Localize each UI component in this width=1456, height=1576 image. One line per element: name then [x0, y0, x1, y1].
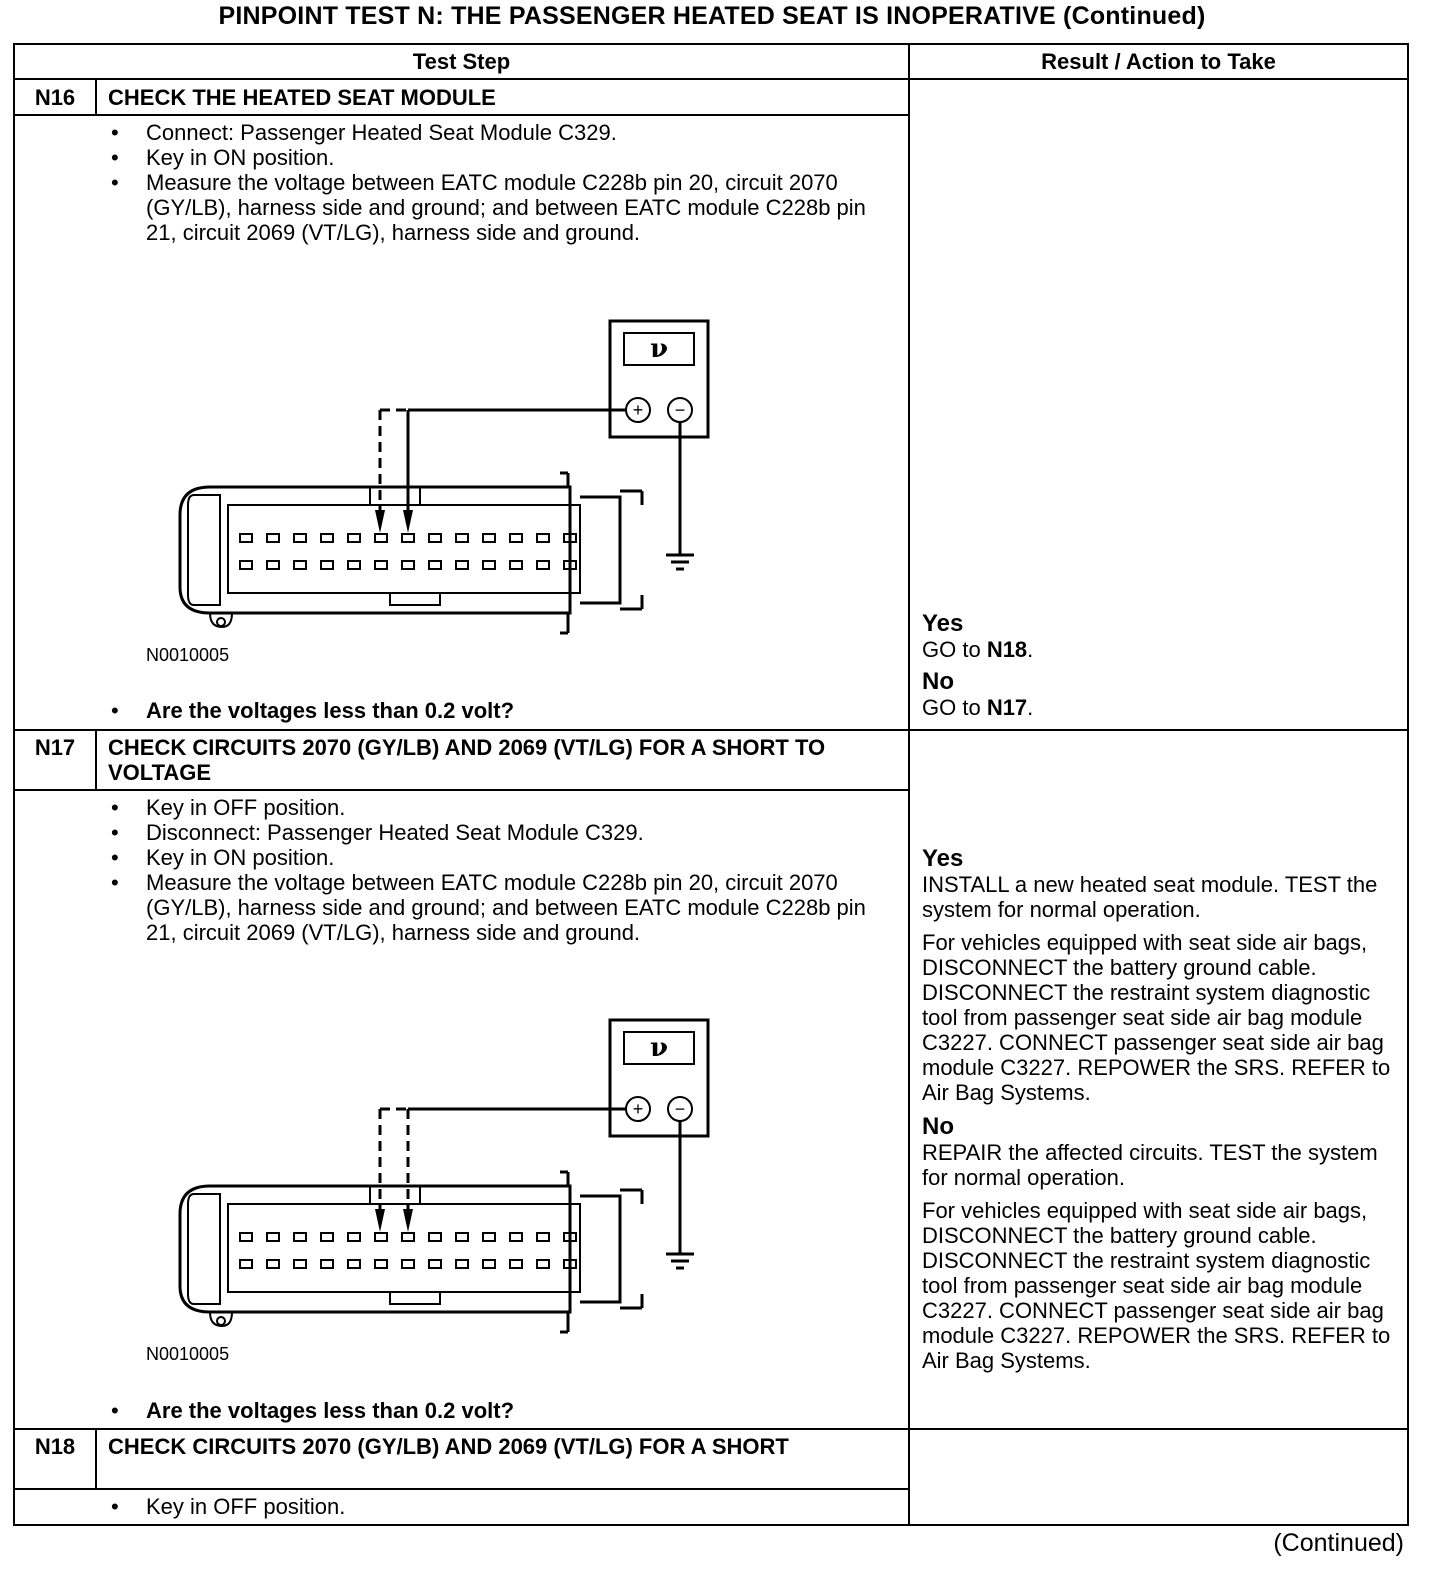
header-divider	[13, 78, 1409, 80]
probe-tip	[375, 1209, 385, 1232]
step-title-divider	[13, 789, 910, 791]
instruction-item: • Key in ON position.	[108, 145, 878, 170]
column-header-result: Result / Action to Take	[1041, 49, 1276, 74]
no-action: REPAIR the affected circuits. TEST the system for normal operation.	[922, 1140, 1378, 1190]
voltmeter-connector-diagram	[170, 315, 730, 635]
step-title: CHECK THE HEATED SEAT MODULE	[108, 85, 496, 110]
step-id-divider	[95, 1430, 97, 1488]
result-n17	[922, 845, 1396, 1373]
plus-sign: +	[632, 1099, 644, 1119]
continued-note: (Continued)	[1273, 1529, 1404, 1557]
question-text: Are the voltages less than 0.2 volt?	[146, 698, 515, 723]
step-instructions	[108, 1494, 878, 1519]
voltmeter-symbol: ν	[649, 334, 669, 364]
yes-label: Yes	[922, 845, 964, 872]
step-id-divider	[95, 80, 97, 114]
step-divider	[13, 729, 1409, 731]
step-instructions	[108, 795, 878, 945]
no-action: GO to N17.	[922, 695, 1034, 720]
step-title: CHECK CIRCUITS 2070 (GY/LB) AND 2069 (VT/LG) FOR A SHORT TO VOLTAGE	[108, 735, 826, 785]
step-id: N17	[34, 735, 76, 760]
instruction-item: • Connect: Passenger Heated Seat Module C329.	[108, 120, 878, 145]
instruction-item: • Key in OFF position.	[108, 795, 878, 820]
instruction-item: • Measure the voltage between EATC module C228b pin 20, circuit 2070 (GY/LB), harness side and ground; and between EATC module C228b pin 21, circuit 2069 (VT/LG), harness side and ground.	[108, 870, 878, 945]
yes-label: Yes	[922, 610, 964, 637]
figure-id: N0010005	[146, 645, 230, 665]
plus-sign: +	[632, 400, 644, 420]
step-question	[108, 1398, 514, 1423]
yes-note: For vehicles equipped with seat side air bags, DISCONNECT the battery ground cable. DISCONNECT the restraint system diagnostic tool from passenger seat side air bag module C3227. CONNECT passenger seat side air bag module C3227. REPOWER the SRS. REFER to Air Bag Systems.	[922, 930, 1391, 1105]
column-header-test-step: Test Step	[412, 49, 511, 74]
page-title: PINPOINT TEST N: THE PASSENGER HEATED SEAT IS INOPERATIVE (Continued)	[218, 2, 1206, 30]
no-label: No	[922, 1113, 954, 1140]
step-instructions	[108, 120, 878, 245]
voltmeter-connector-diagram	[170, 1014, 730, 1334]
figure-id: N0010005	[146, 1344, 230, 1364]
instruction-item: • Disconnect: Passenger Heated Seat Module C329.	[108, 820, 878, 845]
result-n16	[922, 610, 1400, 720]
step-divider	[13, 1428, 1409, 1430]
probe-tip	[403, 1209, 413, 1232]
no-label: No	[922, 668, 954, 695]
voltmeter-symbol: ν	[649, 1033, 669, 1063]
step-title: CHECK CIRCUITS 2070 (GY/LB) AND 2069 (VT/LG) FOR A SHORT	[108, 1434, 789, 1459]
no-note: For vehicles equipped with seat side air bags, DISCONNECT the battery ground cable. DISCONNECT the restraint system diagnostic tool from passenger seat side air bag module C3227. CONNECT passenger seat side air bag module C3227. REPOWER the SRS. REFER to Air Bag Systems.	[922, 1198, 1391, 1373]
minus-sign: −	[674, 400, 686, 420]
question-text: Are the voltages less than 0.2 volt?	[146, 1398, 515, 1423]
column-divider	[908, 43, 910, 1526]
yes-action: GO to N18.	[922, 637, 1034, 662]
minus-sign: −	[674, 1099, 686, 1119]
instruction-item: • Key in OFF position.	[108, 1494, 878, 1519]
step-id: N16	[34, 85, 76, 110]
yes-action: INSTALL a new heated seat module. TEST the system for normal operation.	[922, 872, 1378, 922]
step-id-divider	[95, 731, 97, 789]
probe-tip	[403, 510, 413, 533]
step-question	[108, 698, 514, 723]
step-id: N18	[34, 1434, 76, 1459]
instruction-item: • Measure the voltage between EATC module C228b pin 20, circuit 2070 (GY/LB), harness side and ground; and between EATC module C228b pin 21, circuit 2069 (VT/LG), harness side and ground.	[108, 170, 878, 245]
step-title-divider	[13, 1488, 910, 1490]
instruction-item: • Key in ON position.	[108, 845, 878, 870]
probe-tip	[375, 510, 385, 533]
step-title-divider	[13, 114, 910, 116]
